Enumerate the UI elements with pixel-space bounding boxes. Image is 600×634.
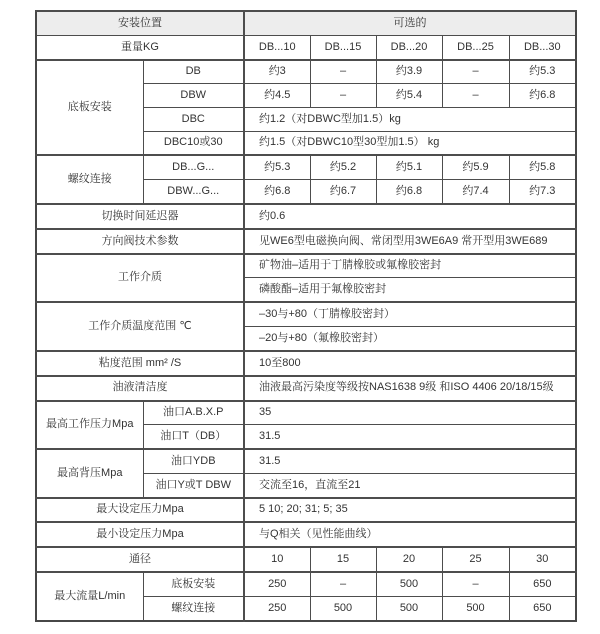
label-dbw-g: DBW...G... — [143, 180, 244, 204]
value-cell: 650 — [509, 572, 576, 596]
table-row — [36, 351, 576, 376]
value-cell: 5 10; 20; 31; 5; 35 — [244, 498, 576, 523]
value-cell: 15 — [310, 547, 376, 572]
spec-table-container — [35, 10, 577, 622]
value-cell: 约6.8 — [244, 180, 310, 204]
label-port-y-t-dbw: 油口Y或T DBW — [143, 473, 244, 497]
value-cell: 约1.5（对DBWC10型30型加1.5） kg — [244, 131, 576, 155]
value-cell: 650 — [509, 597, 576, 621]
table-row — [36, 449, 576, 473]
value-cell: 约5.3 — [244, 155, 310, 179]
table-row — [36, 204, 576, 229]
table-row — [36, 522, 576, 547]
value-cell: 矿物油–适用于丁腈橡胶或氟橡胶密封 — [244, 254, 576, 278]
value-cell: – — [442, 84, 509, 108]
label-threaded-connection: 螺纹连接 — [143, 597, 244, 621]
label-port-ydb: 油口YDB — [143, 449, 244, 473]
table-row — [36, 302, 576, 326]
label-db-g: DB...G... — [143, 155, 244, 179]
col-header-db10: DB...10 — [244, 35, 310, 59]
group-subplate-mounting: 底板安装 — [36, 60, 143, 156]
label-dbc: DBC — [143, 107, 244, 131]
label-switching-time-delay: 切换时间延迟器 — [36, 204, 244, 229]
value-cell: 500 — [376, 597, 442, 621]
value-cell: 约5.9 — [442, 155, 509, 179]
value-cell: 油液最高污染度等级按NAS1638 9级 和ISO 4406 20/18/15级 — [244, 376, 576, 401]
col-header-db30: DB...30 — [509, 35, 576, 59]
col-header-db20: DB...20 — [376, 35, 442, 59]
value-cell: – — [310, 60, 376, 84]
label-nominal-size: 通径 — [36, 547, 244, 572]
label-weight-kg: 重量KG — [36, 35, 244, 59]
group-working-medium: 工作介质 — [36, 254, 244, 303]
value-cell: 250 — [244, 572, 310, 596]
label-viscosity-range: 粘度范围 mm² /S — [36, 351, 244, 376]
value-cell: 磷酸酯–适用于氟橡胶密封 — [244, 278, 576, 302]
col-header-db15: DB...15 — [310, 35, 376, 59]
value-cell: 约6.8 — [376, 180, 442, 204]
table-row — [36, 498, 576, 523]
table-row — [36, 254, 576, 278]
value-cell: 10至800 — [244, 351, 576, 376]
table-row — [36, 401, 576, 425]
table-row — [36, 229, 576, 254]
value-cell: – — [310, 84, 376, 108]
value-cell: 约5.8 — [509, 155, 576, 179]
value-cell: 31.5 — [244, 449, 576, 473]
label-oil-cleanliness: 油液清洁度 — [36, 376, 244, 401]
value-cell: 约7.4 — [442, 180, 509, 204]
label-port-abxp: 油口A.B.X.P — [143, 401, 244, 425]
group-max-working-pressure: 最高工作压力Mpa — [36, 401, 143, 450]
value-cell: 约3 — [244, 60, 310, 84]
value-cell: 500 — [442, 597, 509, 621]
header-install-position: 安装位置 — [36, 11, 244, 35]
value-cell: 约5.4 — [376, 84, 442, 108]
value-cell: – — [310, 572, 376, 596]
value-cell: 约5.2 — [310, 155, 376, 179]
table-row — [36, 60, 576, 84]
label-dbc10-30: DBC10或30 — [143, 131, 244, 155]
value-cell: – — [442, 60, 509, 84]
label-dbw: DBW — [143, 84, 244, 108]
value-cell: 交流至16，直流至21 — [244, 473, 576, 497]
group-max-back-pressure: 最高背压Mpa — [36, 449, 143, 498]
label-min-set-pressure: 最小设定压力Mpa — [36, 522, 244, 547]
label-port-t-db: 油口T（DB） — [143, 425, 244, 449]
value-cell: 500 — [376, 572, 442, 596]
group-medium-temp-range: 工作介质温度范围 ℃ — [36, 302, 244, 351]
value-cell: 约6.7 — [310, 180, 376, 204]
value-cell: 约3.9 — [376, 60, 442, 84]
group-max-flow: 最大流量L/min — [36, 572, 143, 621]
value-cell: 约6.8 — [509, 84, 576, 108]
col-header-db25: DB...25 — [442, 35, 509, 59]
label-directional-valve-params: 方向阀技术参数 — [36, 229, 244, 254]
value-cell: 约5.1 — [376, 155, 442, 179]
value-cell: 10 — [244, 547, 310, 572]
table-row — [36, 376, 576, 401]
value-cell: –20与+80（氟橡胶密封） — [244, 326, 576, 350]
table-row — [36, 155, 576, 179]
value-cell: 35 — [244, 401, 576, 425]
value-cell: – — [442, 572, 509, 596]
label-subplate-mounting: 底板安装 — [143, 572, 244, 596]
header-optional: 可选的 — [244, 11, 576, 35]
value-cell: 30 — [509, 547, 576, 572]
value-cell: 与Q相关（见性能曲线） — [244, 522, 576, 547]
table-row — [36, 547, 576, 572]
value-cell: –30与+80（丁腈橡胶密封） — [244, 302, 576, 326]
value-cell: 25 — [442, 547, 509, 572]
spec-table-body — [36, 11, 576, 621]
group-threaded-connection: 螺纹连接 — [36, 155, 143, 204]
value-cell: 20 — [376, 547, 442, 572]
table-row — [36, 35, 576, 59]
value-cell: 见WE6型电磁换向阀、常闭型用3WE6A9 常开型用3WE689 — [244, 229, 576, 254]
spec-table — [35, 10, 577, 622]
value-cell: 250 — [244, 597, 310, 621]
value-cell: 约0.6 — [244, 204, 576, 229]
value-cell: 约5.3 — [509, 60, 576, 84]
value-cell: 约7.3 — [509, 180, 576, 204]
label-db: DB — [143, 60, 244, 84]
table-row — [36, 11, 576, 35]
value-cell: 约1.2（对DBWC型加1.5）kg — [244, 107, 576, 131]
value-cell: 31.5 — [244, 425, 576, 449]
value-cell: 500 — [310, 597, 376, 621]
label-max-set-pressure: 最大设定压力Mpa — [36, 498, 244, 523]
value-cell: 约4.5 — [244, 84, 310, 108]
table-row — [36, 572, 576, 596]
